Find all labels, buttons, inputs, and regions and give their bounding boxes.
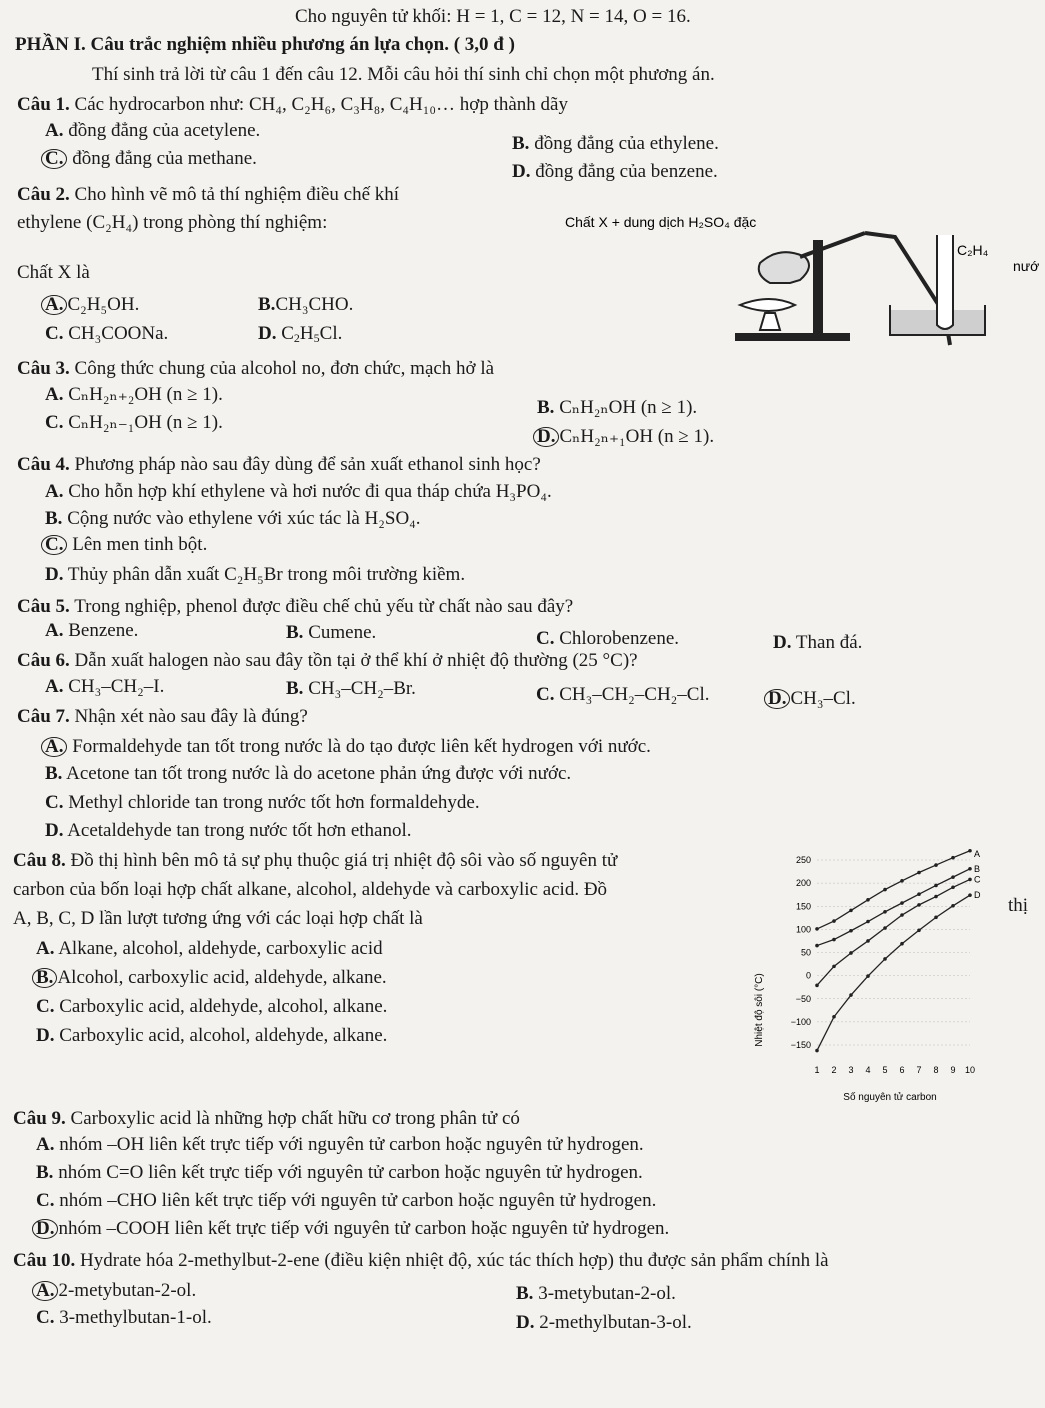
- chart-point-C: [832, 965, 836, 969]
- q2-option-a[interactable]: [45, 294, 139, 316]
- q5-a-letter: A.: [45, 620, 64, 641]
- delivery-tube: [800, 233, 865, 257]
- chart-point-B: [866, 920, 870, 924]
- chart-point-C: [968, 878, 972, 882]
- q3-stem-text: Công thức chung của alcohol no, đơn chức, mạch hở là: [74, 358, 495, 379]
- fig-reagent-label: Chất X + dung dịch H₂SO₄ đặc: [565, 214, 757, 230]
- q5-option-d[interactable]: [773, 632, 862, 654]
- q3-c-letter: C.: [45, 412, 64, 433]
- q2-a-text: OH.: [107, 294, 140, 315]
- q3-option-a[interactable]: [45, 384, 223, 406]
- chart-point-A: [951, 856, 955, 860]
- q8-stem-3: A, B, C, D lần lượt tương ứng với các loại hợp chất là: [13, 908, 423, 929]
- q6-option-c[interactable]: [536, 684, 710, 706]
- q2-stem-3: Chất X là: [17, 262, 90, 283]
- q1-text-tail: … hợp thành dãy: [436, 94, 568, 115]
- chart-x-tick-label: 1: [814, 1065, 820, 1075]
- chart-point-B: [883, 910, 887, 914]
- chart-point-B: [934, 884, 938, 888]
- q6-d-text: CH₃–Cl.: [790, 688, 856, 709]
- chart-point-C: [883, 926, 887, 930]
- q2-a-letter-circled: A.: [41, 295, 67, 315]
- q6-option-d[interactable]: [768, 688, 856, 710]
- chart-x-tick-label: 10: [964, 1065, 976, 1075]
- chart-x-tick-label: 6: [899, 1065, 905, 1075]
- q8-c-letter: C.: [36, 996, 55, 1017]
- q8-option-a[interactable]: [36, 938, 383, 960]
- chart-x-tick-label: 2: [831, 1065, 837, 1075]
- q4-c-letter-circled: C.: [41, 535, 67, 555]
- q7-d-text: Acetaldehyde tan trong nước tốt hơn ethanol.: [67, 820, 412, 841]
- q10-b-letter: B.: [516, 1283, 534, 1304]
- q8-option-d[interactable]: [36, 1025, 387, 1047]
- q10-a-letter-circled: A.: [32, 1281, 58, 1301]
- q2-a-formula: C₂H₅: [67, 294, 108, 315]
- q8-stem-2-tail: thị: [1008, 895, 1029, 916]
- chart-point-D: [815, 1049, 819, 1053]
- chart-point-C: [900, 913, 904, 917]
- chart-x-tick-label: 3: [848, 1065, 854, 1075]
- q8-b-letter-circled: B.: [32, 968, 57, 988]
- chart-point-D: [883, 957, 887, 961]
- q3-stem: [17, 358, 494, 380]
- q9-b-text: nhóm C=O liên kết trực tiếp với nguyên tử carbon hoặc nguyên tử hydrogen.: [58, 1162, 643, 1183]
- q6-b-text: CH₃–CH₂–Br.: [308, 678, 416, 699]
- q1-option-d[interactable]: [512, 161, 718, 183]
- chart-point-A: [815, 927, 819, 931]
- chart-point-B: [815, 944, 819, 948]
- q3-b-letter: B.: [537, 397, 555, 418]
- q8-stem-1: [13, 850, 617, 872]
- chart-series-label-C: C: [974, 874, 981, 885]
- q4-option-b[interactable]: [45, 508, 421, 530]
- burner: [740, 299, 795, 330]
- q6-label: Câu 6.: [17, 650, 70, 671]
- q2-option-c[interactable]: [45, 323, 168, 345]
- q7-option-a[interactable]: [45, 736, 651, 758]
- part-title: PHẦN I. Câu trắc nghiệm nhiều phương án lựa chọn. ( 3,0 đ ): [15, 34, 515, 55]
- atomic-masses: Cho nguyên tử khối: H = 1, C = 12, N = 14, O = 16.: [295, 6, 691, 27]
- chart-point-B: [951, 875, 955, 879]
- chart-point-C: [917, 903, 921, 907]
- q1-c-letter-circled: C.: [41, 149, 67, 169]
- q4-option-c[interactable]: [45, 534, 207, 556]
- q7-a-text: Formaldehyde tan tốt trong nước là do tạo được liên kết hydrogen với nước.: [72, 736, 651, 757]
- q5-label: Câu 5.: [17, 596, 70, 617]
- q10-c-letter: C.: [36, 1307, 55, 1328]
- q9-a-letter: A.: [36, 1134, 55, 1155]
- q3-a-letter: A.: [45, 384, 64, 405]
- q8-d-text: Carboxylic acid, alcohol, aldehyde, alkane.: [59, 1025, 388, 1046]
- chart-series-line-C: [817, 879, 970, 985]
- q10-b-text: 3-metybutan-2-ol.: [538, 1283, 676, 1304]
- chart-point-B: [849, 929, 853, 933]
- q1-a-letter: A.: [45, 120, 64, 141]
- q7-option-b[interactable]: [45, 763, 571, 785]
- q10-stem: [13, 1250, 829, 1272]
- q1-b-text: đồng đẳng của ethylene.: [534, 133, 719, 154]
- q4-label: Câu 4.: [17, 454, 70, 475]
- q9-option-b[interactable]: [36, 1162, 643, 1184]
- q8-option-c[interactable]: [36, 996, 387, 1018]
- q3-a-text: CₙH₂ₙ₊₂OH (n ≥ 1).: [68, 384, 223, 405]
- chart-y-tick-label: 0: [805, 970, 811, 981]
- chart-point-A: [883, 888, 887, 892]
- chart-y-axis-label: Nhiệt độ sôi (°C): [754, 973, 765, 1047]
- chart-point-A: [866, 898, 870, 902]
- q7-option-c[interactable]: [45, 792, 480, 814]
- q6-option-a[interactable]: [45, 676, 164, 698]
- q9-d-text: nhóm –COOH liên kết trực tiếp với nguyên tử carbon hoặc nguyên tử hydrogen.: [58, 1218, 670, 1239]
- chart-point-C: [849, 951, 853, 955]
- q1-stem: [17, 94, 568, 116]
- chart-point-B: [900, 901, 904, 905]
- q4-option-d[interactable]: [45, 564, 465, 586]
- chart-point-A: [917, 871, 921, 875]
- q8-d-letter: D.: [36, 1025, 55, 1046]
- instruction: Thí sinh trả lời từ câu 1 đến câu 12. Mỗi câu hỏi thí sinh chỉ chọn một phương án.: [92, 64, 715, 85]
- q6-b-letter: B.: [286, 678, 304, 699]
- q4-a-letter: A.: [45, 481, 64, 502]
- q2-c-letter: C.: [45, 323, 64, 344]
- q4-option-a[interactable]: [45, 481, 552, 503]
- q1-b-letter: B.: [512, 133, 530, 154]
- chart-point-D: [900, 942, 904, 946]
- chart-y-tick-label: 150: [795, 901, 811, 912]
- q6-c-text: CH₃–CH₂–CH₂–Cl.: [559, 684, 710, 705]
- q5-d-letter: D.: [773, 632, 792, 653]
- q8-stem-2: carbon của bốn loại hợp chất alkane, alcohol, aldehyde và carboxylic acid. Đồ: [13, 879, 608, 900]
- chart-y-tick-label: −100: [790, 1016, 811, 1027]
- q2-b-letter: B.: [258, 294, 276, 315]
- chart-series-label-D: D: [974, 890, 981, 901]
- chart-point-A: [968, 849, 972, 853]
- q10-option-b[interactable]: [516, 1283, 676, 1305]
- q7-c-text: Methyl chloride tan trong nước tốt hơn formaldehyde.: [68, 792, 480, 813]
- q8-option-b[interactable]: [36, 967, 387, 989]
- chart-x-tick-label: 5: [882, 1065, 888, 1075]
- chart-y-tick-label: 100: [795, 924, 811, 935]
- chart-series-line-B: [817, 869, 970, 946]
- q2-c-formula: CH₃: [68, 323, 102, 344]
- chart-point-B: [917, 892, 921, 896]
- q3-option-d[interactable]: [537, 426, 714, 448]
- q5-b-letter: B.: [286, 622, 304, 643]
- chart-point-C: [934, 895, 938, 899]
- chart-series-label-B: B: [974, 863, 981, 874]
- q7-d-letter: D.: [45, 820, 64, 841]
- q2-d-text: Cl.: [319, 323, 343, 344]
- q6-a-letter: A.: [45, 676, 64, 697]
- q5-c-letter: C.: [536, 628, 555, 649]
- q6-option-b[interactable]: [286, 678, 416, 700]
- chart-y-tick-label: −150: [790, 1040, 811, 1050]
- q5-option-b[interactable]: [286, 622, 376, 644]
- q10-c-text: 3-methylbutan-1-ol.: [59, 1307, 212, 1328]
- q10-a-text: 2-metybutan-2-ol.: [58, 1280, 197, 1301]
- q10-option-d[interactable]: [516, 1312, 692, 1334]
- q4-c-text: Lên men tinh bột.: [72, 534, 208, 555]
- chart-point-D: [849, 993, 853, 997]
- q2-stem-1: [17, 184, 399, 206]
- chart-point-D: [917, 929, 921, 933]
- q6-stem-text: Dẫn xuất halogen nào sau đây tồn tại ở thể khí ở nhiệt độ thường (25 °C)?: [74, 650, 638, 671]
- q3-c-text: CₙH₂ₙ₋₁OH (n ≥ 1).: [68, 412, 223, 433]
- chart-y-tick-label: 200: [795, 878, 811, 889]
- q1-formulas: CH₄, C₂H₆, C₃H₈, C₄H₁₀: [248, 94, 437, 115]
- fig-gas-label: C₂H₄: [957, 242, 989, 258]
- q10-d-text: 2-methylbutan-3-ol.: [539, 1312, 692, 1333]
- q4-stem-text: Phương pháp nào sau đây dùng để sản xuất ethanol sinh học?: [74, 454, 541, 475]
- q5-b-text: Cumene.: [308, 622, 377, 643]
- q5-stem: [17, 596, 573, 618]
- chart-point-B: [968, 867, 972, 871]
- chart-point-A: [832, 919, 836, 923]
- chart-point-D: [832, 1015, 836, 1019]
- q5-option-c[interactable]: [536, 628, 679, 650]
- chart-y-tick-label: 250: [795, 855, 811, 865]
- boiling-point-chart: [745, 840, 995, 1105]
- chart-y-tick-label: −50: [795, 993, 811, 1004]
- q1-text: Các hydrocarbon như: CH₄, C₂H₆, C₃H₈, C₄H₁₀… hợp thành dãy: [74, 94, 568, 115]
- q3-b-text: CₙH₂ₙOH (n ≥ 1).: [559, 397, 698, 418]
- q2-stem-2: ethylene (C₂H₄) trong phòng thí nghiệm:: [17, 212, 328, 233]
- q2-b-formula: CH₃: [275, 294, 309, 315]
- q9-c-text: nhóm –CHO liên kết trực tiếp với nguyên tử carbon hoặc nguyên tử hydrogen.: [59, 1190, 657, 1211]
- q10-stem-text: Hydrate hóa 2-methylbut-2-ene (điều kiện nhiệt độ, xúc tác thích hợp) thu được sản phẩm chính là: [80, 1250, 829, 1271]
- q3-label: Câu 3.: [17, 358, 70, 379]
- q2-c2h4: C₂H₄: [92, 212, 133, 233]
- q9-stem: [13, 1108, 520, 1130]
- q7-stem: [17, 706, 308, 728]
- q1-c-text: đồng đẳng của methane.: [72, 148, 257, 169]
- q1-option-c[interactable]: [45, 148, 257, 170]
- q4-d-text: Thủy phân dẫn xuất C₂H₅Br trong môi trường kiềm.: [67, 564, 466, 585]
- q9-label: Câu 9.: [13, 1108, 66, 1129]
- q2-c-text: COONa.: [101, 323, 169, 344]
- q2-stem2-tail: ) trong phòng thí nghiệm:: [132, 212, 328, 233]
- chart-point-A: [849, 909, 853, 913]
- stand-base: [735, 333, 850, 341]
- q2-option-b[interactable]: [258, 294, 353, 316]
- q1-option-b[interactable]: [512, 133, 719, 155]
- chart-x-tick-label: 4: [865, 1065, 871, 1075]
- q9-option-d[interactable]: [36, 1218, 669, 1240]
- chart-series-line-D: [817, 895, 970, 1050]
- collecting-tube: [937, 235, 953, 329]
- q8-a-text: Alkane, alcohol, aldehyde, carboxylic acid: [58, 938, 383, 959]
- q9-stem-text: Carboxylic acid là những hợp chất hữu cơ trong phân tử có: [70, 1108, 520, 1129]
- q1-label: Câu 1.: [17, 94, 70, 115]
- q1-d-text: đồng đẳng của benzene.: [535, 161, 718, 182]
- chart-series-label-A: A: [974, 849, 981, 859]
- q10-option-c[interactable]: [36, 1307, 212, 1329]
- fig-water-label: nướ: [1013, 258, 1040, 274]
- chart-point-D: [951, 904, 955, 908]
- q2-b-text: CHO.: [308, 294, 354, 315]
- q10-option-a[interactable]: [36, 1280, 196, 1302]
- chart-x-tick-label: 9: [950, 1065, 956, 1075]
- chart-point-C: [815, 984, 819, 988]
- q9-option-a[interactable]: [36, 1134, 644, 1156]
- q3-option-b[interactable]: [537, 397, 697, 419]
- q4-b-text: Cộng nước vào ethylene với xúc tác là H₂SO₄.: [67, 508, 421, 529]
- q4-b-letter: B.: [45, 508, 63, 529]
- q1-d-letter: D.: [512, 161, 531, 182]
- q6-d-letter-circled: D.: [764, 689, 790, 709]
- chart-point-D: [934, 916, 938, 920]
- chart-point-A: [934, 863, 938, 867]
- q6-c-letter: C.: [536, 684, 555, 705]
- q2-stem1-text: Cho hình vẽ mô tả thí nghiệm điều chế khí: [74, 184, 400, 205]
- q7-stem-text: Nhận xét nào sau đây là đúng?: [74, 706, 308, 727]
- q1-option-a[interactable]: [45, 120, 260, 142]
- q5-stem-text: Trong nghiệp, phenol được điều chế chủ yếu từ chất nào sau đây?: [74, 596, 574, 617]
- q2-option-d[interactable]: D. $C_2H_5Cl$.: [258, 323, 343, 345]
- chart-x-tick-label: 8: [933, 1065, 939, 1075]
- q7-c-letter: C.: [45, 792, 64, 813]
- q5-a-text: Benzene.: [68, 620, 139, 641]
- q5-d-text: Than đá.: [795, 632, 863, 653]
- q3-d-letter-circled: D.: [533, 427, 559, 447]
- q5-c-text: Chlorobenzene.: [559, 628, 679, 649]
- ethylene-apparatus-figure: [565, 205, 1045, 355]
- q5-option-a[interactable]: [45, 620, 138, 642]
- q2-d-letter: D.: [258, 323, 277, 344]
- q3-option-c[interactable]: [45, 412, 223, 434]
- chart-point-B: [832, 938, 836, 942]
- q8-a-letter: A.: [36, 938, 55, 959]
- q6-a-text: CH₃–CH₂–I.: [68, 676, 165, 697]
- q3-d-text: CₙH₂ₙ₊₁OH (n ≥ 1).: [559, 426, 715, 447]
- chart-point-A: [900, 879, 904, 883]
- q7-a-letter-circled: A.: [41, 737, 67, 757]
- chart-x-axis-label: Số nguyên tử carbon: [843, 1092, 937, 1103]
- chart-point-C: [951, 885, 955, 889]
- q10-label: Câu 10.: [13, 1250, 76, 1271]
- q7-b-text: Acetone tan tốt trong nước là do acetone phản ứng được với nước.: [66, 763, 572, 784]
- q6-stem: [17, 650, 638, 672]
- q8-stem1-text: Đồ thị hình bên mô tả sự phụ thuộc giá trị nhiệt độ sôi vào số nguyên tử: [70, 850, 618, 871]
- q7-label: Câu 7.: [17, 706, 70, 727]
- q1-a-text: đồng đẳng của acetylene.: [68, 120, 261, 141]
- q9-d-letter-circled: D.: [32, 1219, 58, 1239]
- q9-b-letter: B.: [36, 1162, 54, 1183]
- chart-point-C: [866, 939, 870, 943]
- q8-b-text: Alcohol, carboxylic acid, aldehyde, alkane.: [57, 967, 387, 988]
- q4-a-text: Cho hỗn hợp khí ethylene và hơi nước đi qua tháp chứa H₃PO₄.: [68, 481, 552, 502]
- q4-d-letter: D.: [45, 564, 64, 585]
- q8-label: Câu 8.: [13, 850, 66, 871]
- chart-point-D: [866, 974, 870, 978]
- q10-d-letter: D.: [516, 1312, 535, 1333]
- q9-a-text: nhóm –OH liên kết trực tiếp với nguyên tử carbon hoặc nguyên tử hydrogen.: [59, 1134, 644, 1155]
- chart-x-tick-label: 7: [916, 1065, 922, 1075]
- q8-c-text: Carboxylic acid, aldehyde, alcohol, alkane.: [59, 996, 388, 1017]
- q9-option-c[interactable]: [36, 1190, 656, 1212]
- q7-b-letter: B.: [45, 763, 63, 784]
- chart-y-tick-label: 50: [800, 947, 811, 958]
- q4-stem: [17, 454, 541, 476]
- chart-point-D: [968, 893, 972, 897]
- stand-rod: [813, 240, 823, 340]
- q9-c-letter: C.: [36, 1190, 55, 1211]
- q2-label: Câu 2.: [17, 184, 70, 205]
- q7-option-d[interactable]: [45, 820, 412, 842]
